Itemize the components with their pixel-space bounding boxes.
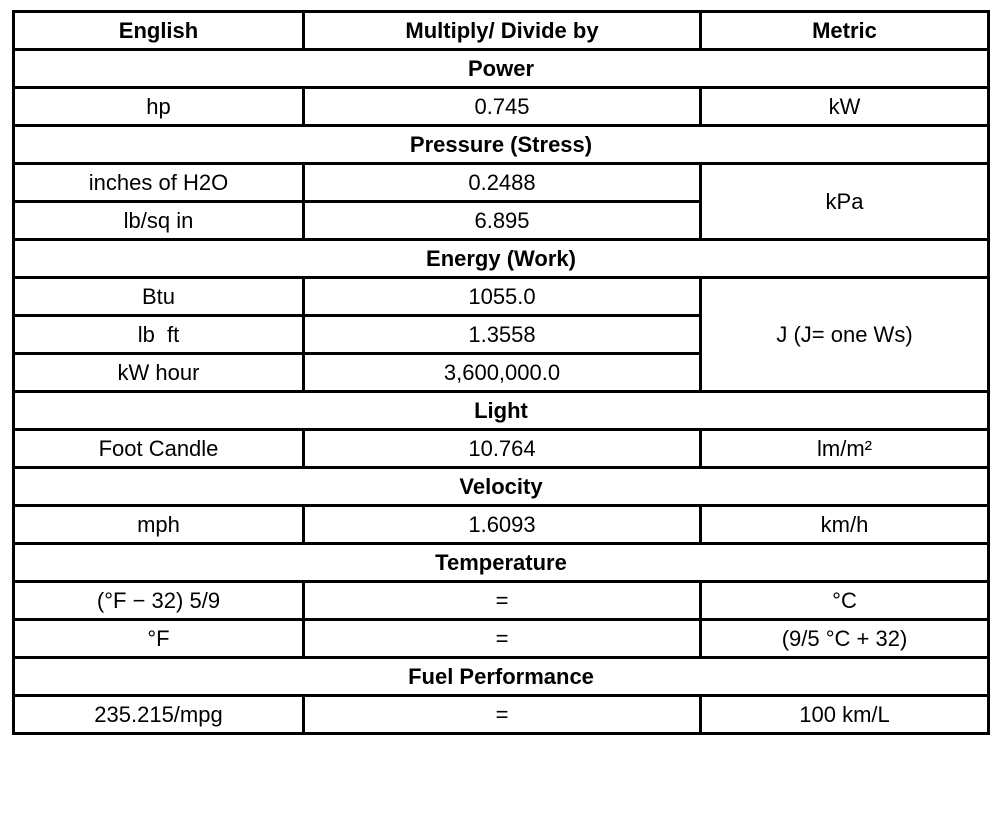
section-title-energy: Energy (Work) (14, 240, 989, 278)
table-row (14, 278, 989, 316)
factor-cell: 1.6093 (304, 506, 701, 544)
section-row (14, 50, 989, 88)
english-cell: Btu (14, 278, 304, 316)
english-cell: (°F − 32) 5/9 (14, 582, 304, 620)
metric-cell: lm/m² (701, 430, 989, 468)
table-row (14, 88, 989, 126)
metric-header: Metric (701, 12, 989, 50)
factor-cell: 10.764 (304, 430, 701, 468)
section-title-light: Light (14, 392, 989, 430)
factor-cell: 1055.0 (304, 278, 701, 316)
factor-cell: = (304, 696, 701, 734)
metric-cell: 100 km/L (701, 696, 989, 734)
english-header: English (14, 12, 304, 50)
table-row (14, 430, 989, 468)
english-cell: lb/sq in (14, 202, 304, 240)
factor-cell: = (304, 620, 701, 658)
factor-cell: 6.895 (304, 202, 701, 240)
english-cell: kW hour (14, 354, 304, 392)
english-cell: mph (14, 506, 304, 544)
metric-cell: km/h (701, 506, 989, 544)
english-cell: °F (14, 620, 304, 658)
section-row (14, 468, 989, 506)
section-row (14, 240, 989, 278)
section-row (14, 392, 989, 430)
section-title-fuel: Fuel Performance (14, 658, 989, 696)
metric-cell: kPa (701, 164, 989, 240)
factor-cell: 3,600,000.0 (304, 354, 701, 392)
conversion-table (12, 10, 990, 735)
metric-cell: kW (701, 88, 989, 126)
table-row (14, 620, 989, 658)
english-cell: hp (14, 88, 304, 126)
section-row (14, 544, 989, 582)
factor-cell: = (304, 582, 701, 620)
header-row (14, 12, 989, 50)
english-cell: 235.215/mpg (14, 696, 304, 734)
table-row (14, 582, 989, 620)
english-cell: Foot Candle (14, 430, 304, 468)
section-title-pressure: Pressure (Stress) (14, 126, 989, 164)
section-title-temperature: Temperature (14, 544, 989, 582)
english-cell: lb ft (14, 316, 304, 354)
section-title-velocity: Velocity (14, 468, 989, 506)
english-cell: inches of H2O (14, 164, 304, 202)
metric-cell: (9/5 °C + 32) (701, 620, 989, 658)
factor-cell: 1.3558 (304, 316, 701, 354)
table-row (14, 506, 989, 544)
section-row (14, 126, 989, 164)
factor-header: Multiply/ Divide by (304, 12, 701, 50)
factor-cell: 0.2488 (304, 164, 701, 202)
factor-cell: 0.745 (304, 88, 701, 126)
metric-cell: °C (701, 582, 989, 620)
table-row (14, 696, 989, 734)
section-row (14, 658, 989, 696)
section-title-power: Power (14, 50, 989, 88)
table-row (14, 164, 989, 202)
metric-cell: J (J= one Ws) (701, 278, 989, 392)
